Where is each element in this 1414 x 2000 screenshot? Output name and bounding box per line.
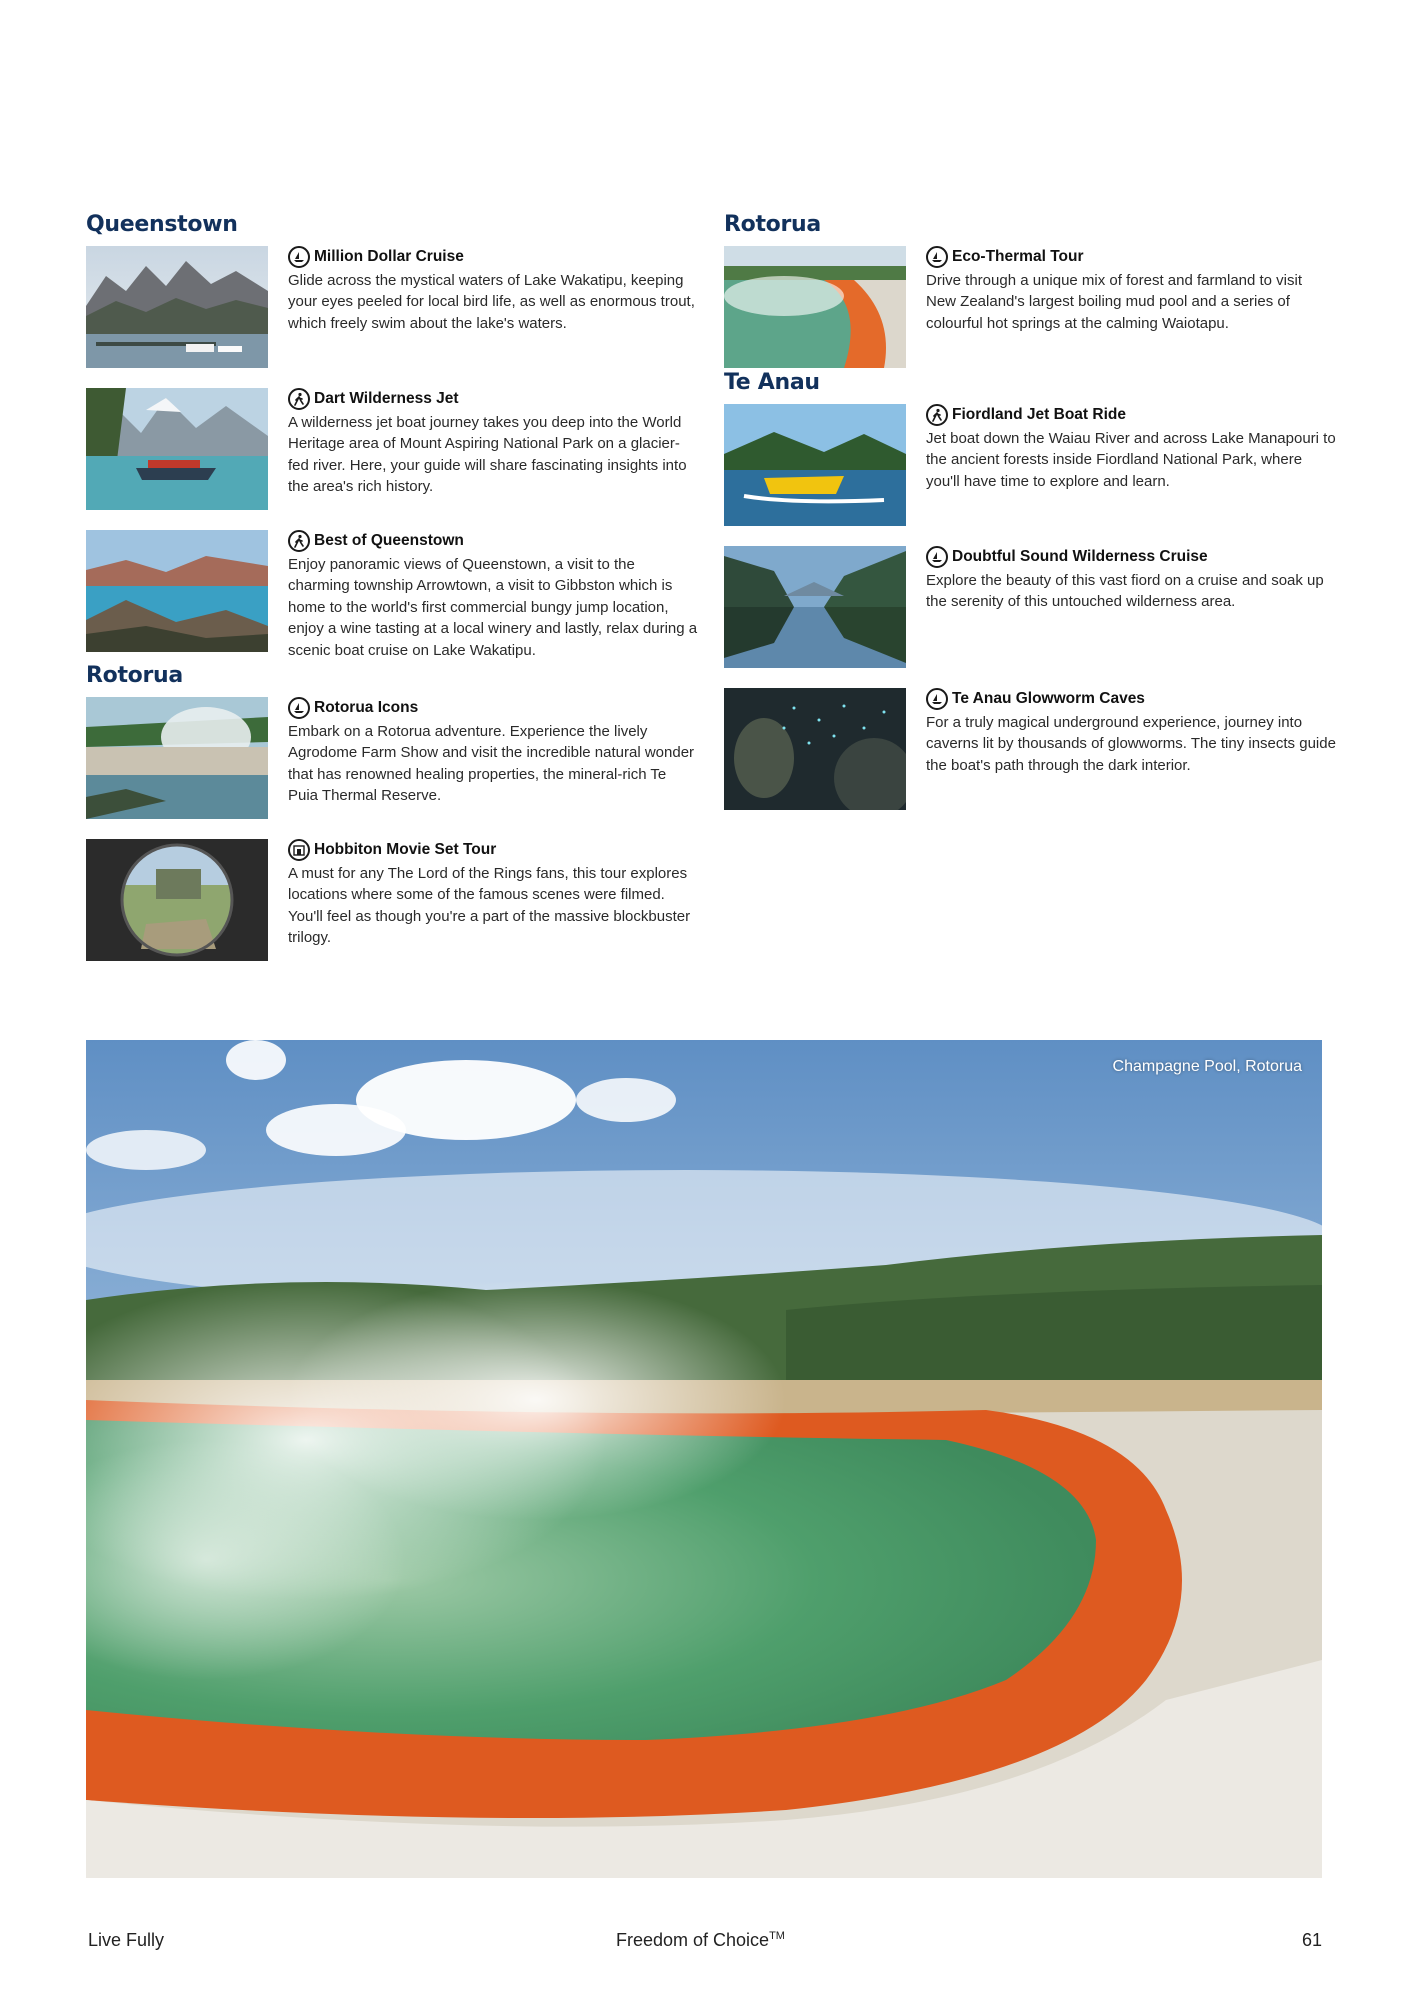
tour-description: Enjoy panoramic views of Queenstown, a visit to the charming township Arrowtown, a visit to Gibbston which is home to the world's first commercial bungy jump location, enjoy a wine tasting at a local winery and lastly, relax during a scenic boat cruise on Lake Wakatipu. [288,556,698,659]
boat-icon [288,697,310,719]
tour-description: Explore the beauty of this vast fiord on a cruise and soak up the serenity of this untouched wilderness area. [926,572,1324,611]
region-heading-rotorua: Rotorua [86,663,183,689]
tour-photo-fiord [724,546,906,668]
tour-item[interactable] [86,246,706,368]
tour-description: Embark on a Rotorua adventure. Experience the lively Agrodome Farm Show and visit the incredible natural wonder that has renowned healing properties, the mineral-rich Te Puia Thermal Reserve. [288,723,695,805]
tour-description: Drive through a unique mix of forest and farmland to visit New Zealand's largest boiling mud pool and a series of colourful hot springs at the calming Waiotapu. [926,272,1303,332]
footer-brand: Live Fully [88,1930,165,1950]
tour-title: Hobbiton Movie Set Tour [314,841,497,859]
tour-photo-glowworm-cave [724,688,906,810]
region-heading-rotorua: Rotorua [724,212,821,237]
tour-photo-thermal-pool [724,246,906,368]
tour-item[interactable] [724,546,1344,668]
tour-title: Best of Queenstown [314,532,464,549]
page-number: 61 [1301,1930,1322,1950]
footer-collection [616,1930,785,1951]
tour-photo-lake-wakatipu [86,246,268,368]
active-walker-icon [288,530,310,552]
left-column [86,210,706,961]
hero-photo-champagne-pool [86,1040,1322,1878]
tour-photo-yellow-jet-boat [724,404,906,526]
footer-collection-title: Freedom of Choice [616,1930,770,1950]
tour-photo-hobbit-door [86,839,268,961]
hero-photo [86,1040,1322,1878]
tour-title: Fiordland Jet Boat Ride [952,406,1126,423]
tour-title: Rotorua Icons [314,699,419,717]
tour-item[interactable] [86,388,706,510]
tour-item[interactable] [724,404,1344,526]
tour-title: Doubtful Sound Wilderness Cruise [952,548,1208,565]
tour-item[interactable] [724,246,1344,368]
tour-description: Jet boat down the Waiau River and across Lake Manapouri to the ancient forests inside Fiordland National Park, where you'll have time to explore and learn. [926,430,1336,490]
boat-icon [926,246,948,268]
tour-description: A wilderness jet boat journey takes you deep into the World Heritage area of Mount Aspiring National Park on a glacier-fed river. Here, your guide will share fascinating insights into the area's rich history. [288,414,687,496]
tour-photo-geyser [86,697,268,819]
photo-caption: Champagne Pool, Rotorua [1112,1058,1302,1075]
right-column [724,210,1344,810]
tour-item[interactable] [724,688,1344,810]
tour-title: Million Dollar Cruise [314,248,464,265]
tour-description: For a truly magical underground experience, journey into caverns lit by thousands of glowworms. The tiny insects guide the boat's path through the dark interior. [926,714,1336,774]
boat-icon [926,546,948,568]
active-walker-icon [926,404,948,426]
tour-photo-queenstown-view [86,530,268,652]
tour-item[interactable] [86,839,706,961]
trademark-mark: TM [769,1930,785,1942]
tour-description: Glide across the mystical waters of Lake Wakatipu, keeping your eyes peeled for local bird life, as well as enormous trout, which freely swim about the lake's waters. [288,272,695,332]
region-heading-queenstown: Queenstown [86,212,238,237]
landmark-icon [288,839,310,861]
tour-title: Eco-Thermal Tour [952,248,1084,265]
tour-photo-jet-boat [86,388,268,510]
tour-description: A must for any The Lord of the Rings fans, this tour explores locations where some of the famous scenes were filmed. You'll feel as though you're a part of the massive blockbuster trilogy. [288,865,691,947]
boat-icon [288,246,310,268]
tour-item[interactable] [86,530,706,661]
region-heading-te-anau: Te Anau [724,370,820,395]
boat-icon [926,688,948,710]
tour-title: Dart Wilderness Jet [314,390,459,407]
tour-item[interactable] [86,697,706,819]
active-walker-icon [288,388,310,410]
tour-title: Te Anau Glowworm Caves [952,690,1145,707]
